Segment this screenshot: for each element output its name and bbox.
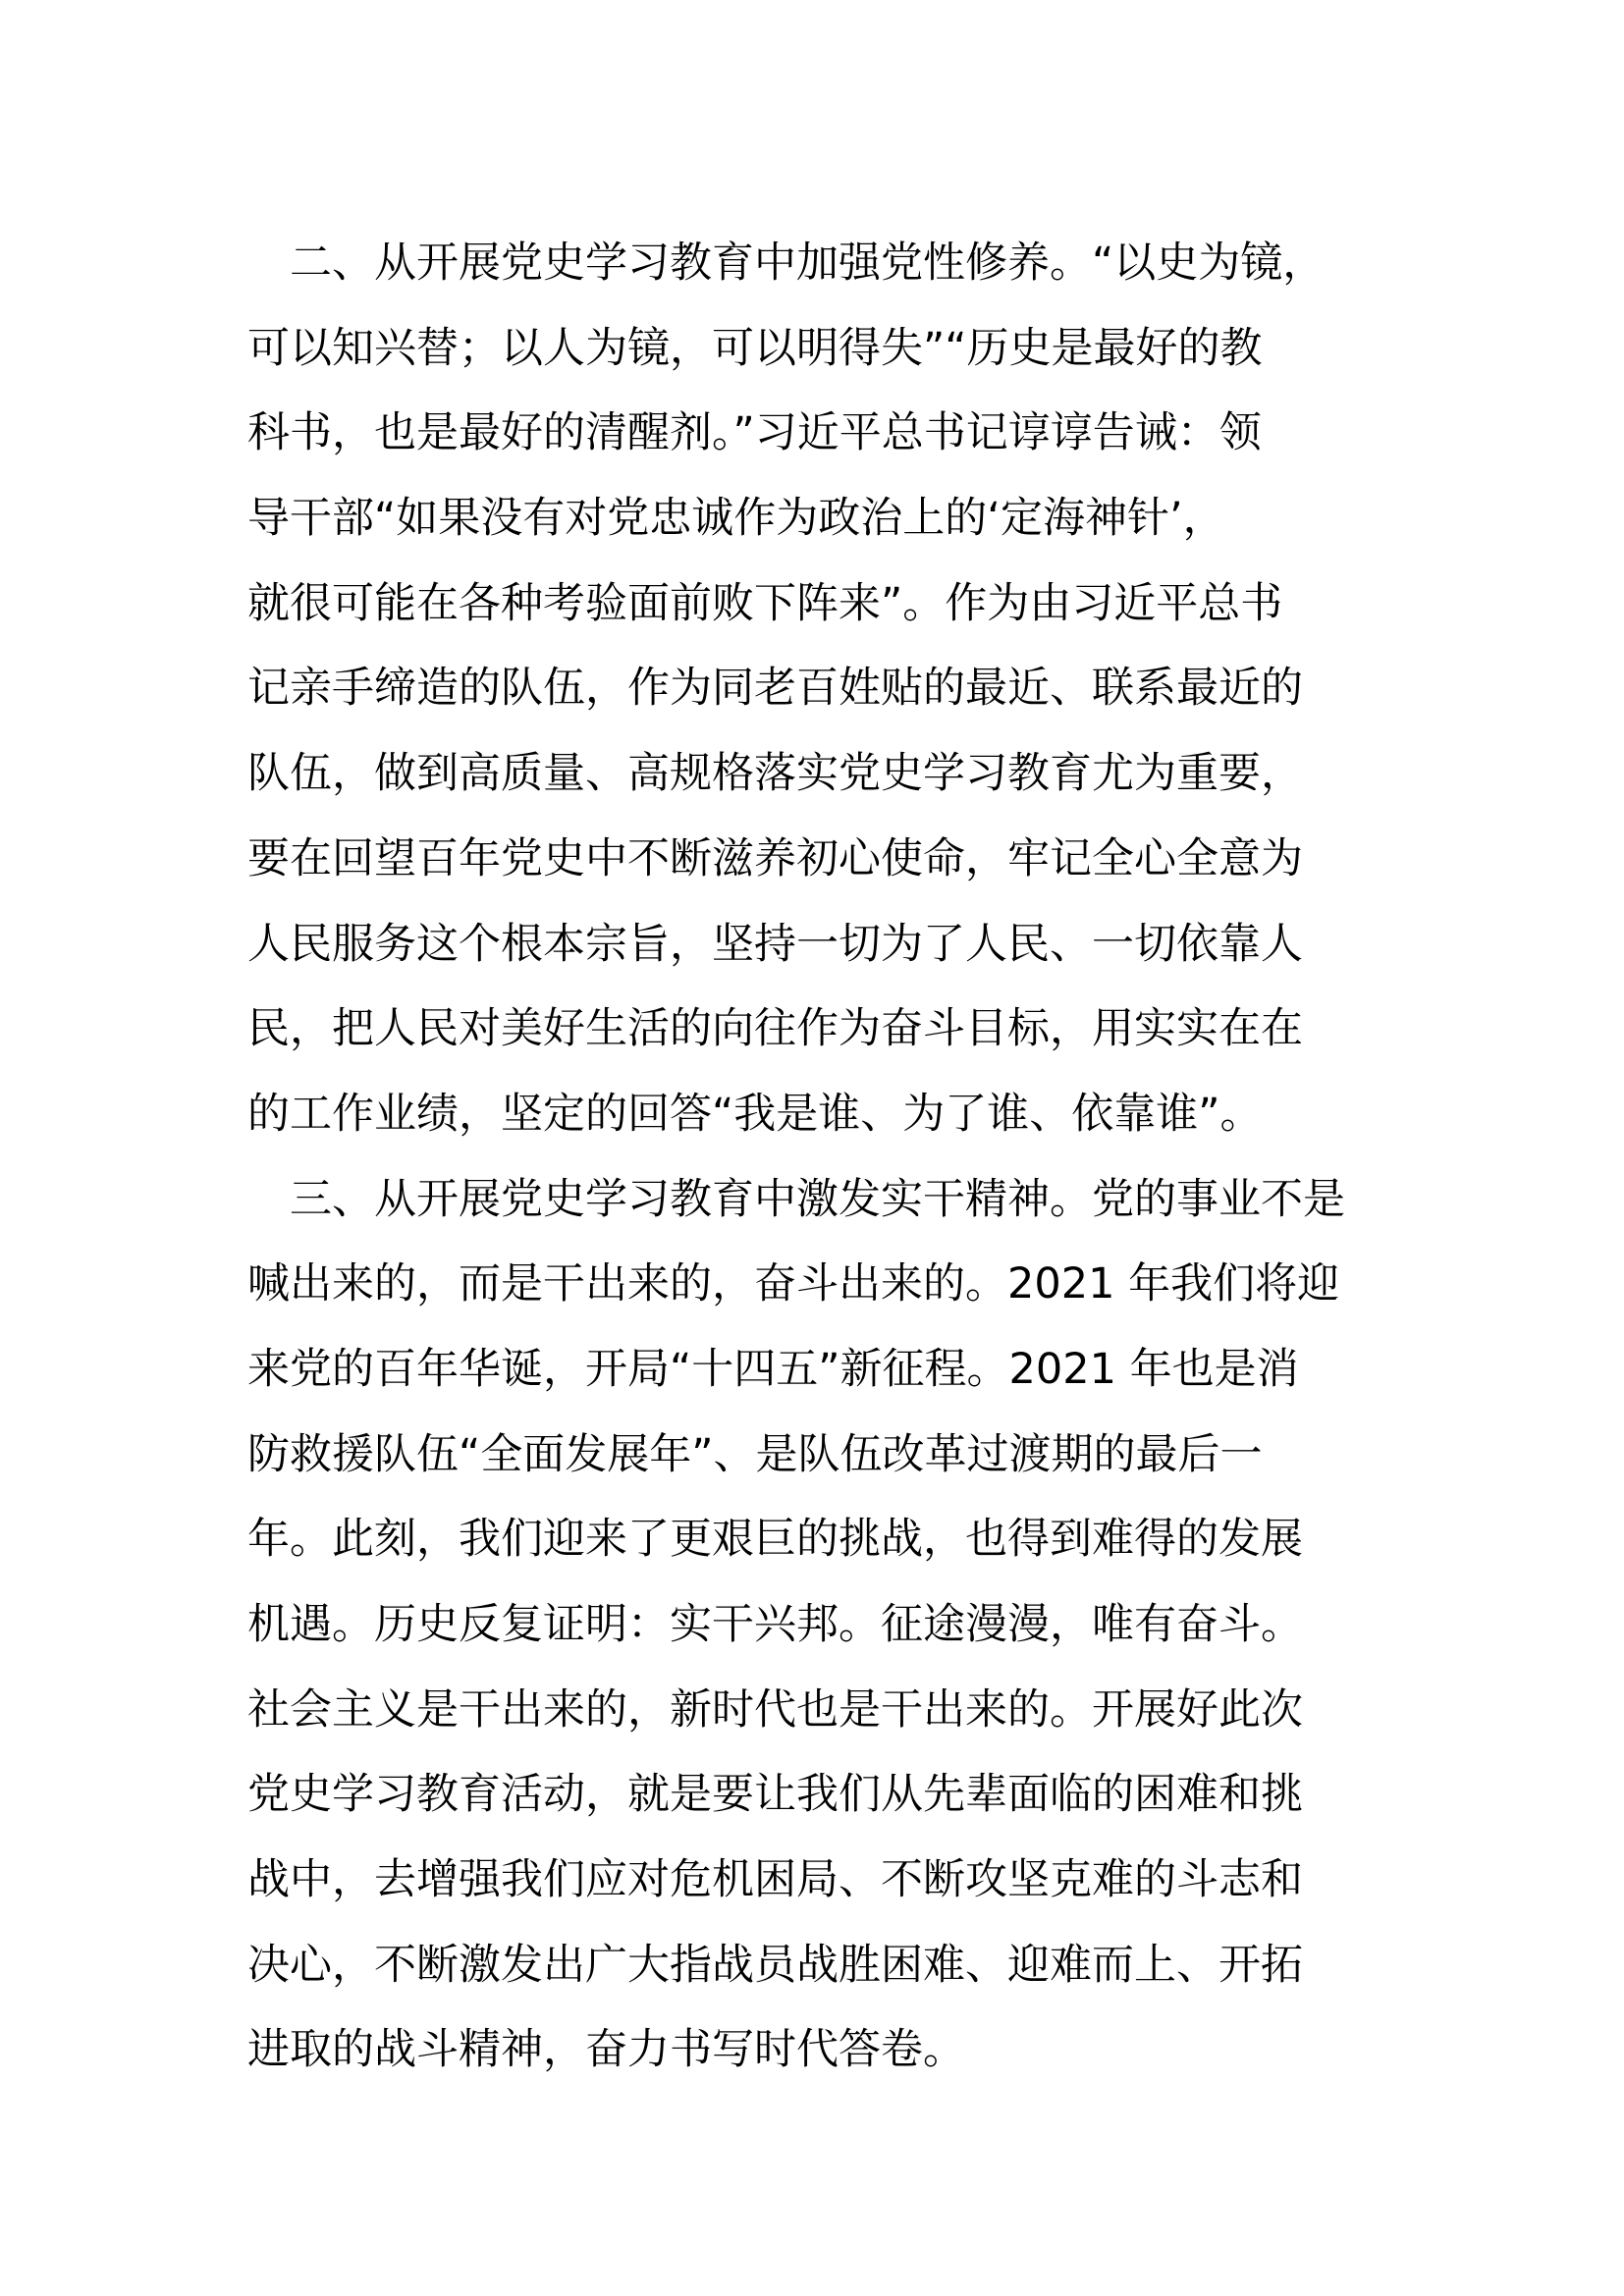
paragraph-line: 进取的战斗精神，奋力书写时代答卷。: [247, 2025, 965, 2075]
paragraph-line: 年。此刻，我们迎来了更艰巨的挑战，也得到难得的发展: [247, 1515, 1303, 1565]
paragraph-line: 人民服务这个根本宗旨，坚持一切为了人民、一切依靠人: [247, 919, 1303, 969]
paragraph-line: 来党的百年华诞，开局“十四五”新征程。2021 年也是消: [247, 1344, 1299, 1394]
paragraph-line: 决心，不断激发出广大指战员战胜困难、迎难而上、开拓: [247, 1940, 1303, 1990]
paragraph-line: 二、从开展党史学习教育中加强党性修养。“以史为镜，: [290, 239, 1326, 288]
paragraph-line: 防救援队伍“全面发展年”、是队伍改革过渡期的最后一: [247, 1429, 1263, 1479]
paragraph-line: 导干部“如果没有对党忠诚作为政治上的‘定海神针’，: [247, 494, 1225, 544]
paragraph-line: 喊出来的，而是干出来的，奋斗出来的。2021 年我们将迎: [247, 1259, 1340, 1309]
paragraph-line: 机遇。历史反复证明：实干兴邦。征途漫漫，唯有奋斗。: [247, 1600, 1303, 1649]
paragraph-line: 的工作业绩，坚定的回答“我是谁、为了谁、依靠谁”。: [247, 1089, 1263, 1139]
paragraph-line: 可以知兴替；以人为镜，可以明得失”“历史是最好的教: [247, 323, 1263, 373]
paragraph-line: 队伍，做到高质量、高规格落实党史学习教育尤为重要，: [247, 749, 1303, 799]
paragraph-line: 要在回望百年党史中不断滋养初心使命，牢记全心全意为: [247, 833, 1303, 883]
paragraph-line: 社会主义是干出来的，新时代也是干出来的。开展好此次: [247, 1684, 1303, 1735]
paragraph-line: 党史学习教育活动，就是要让我们从先辈面临的困难和挑: [247, 1770, 1303, 1820]
paragraph-practical-spirit: [247, 1157, 1396, 2094]
document-body: [247, 221, 1396, 2093]
paragraph-line: 记亲手缔造的队伍，作为同老百姓贴的最近、联系最近的: [247, 664, 1303, 714]
paragraph-line: 三、从开展党史学习教育中激发实干精神。党的事业不是: [290, 1174, 1345, 1224]
paragraph-line: 战中，去增强我们应对危机困局、不断攻坚克难的斗志和: [247, 1855, 1303, 1905]
paragraph-line: 科书，也是最好的清醒剂。”习近平总书记谆谆告诫：领: [247, 408, 1262, 458]
paragraph-party-spirit: [247, 221, 1396, 1157]
paragraph-line: 民，把人民对美好生活的向往作为奋斗目标，用实实在在: [247, 1004, 1303, 1054]
paragraph-line: 就很可能在各种考验面前败下阵来”。作为由习近平总书: [247, 578, 1283, 628]
